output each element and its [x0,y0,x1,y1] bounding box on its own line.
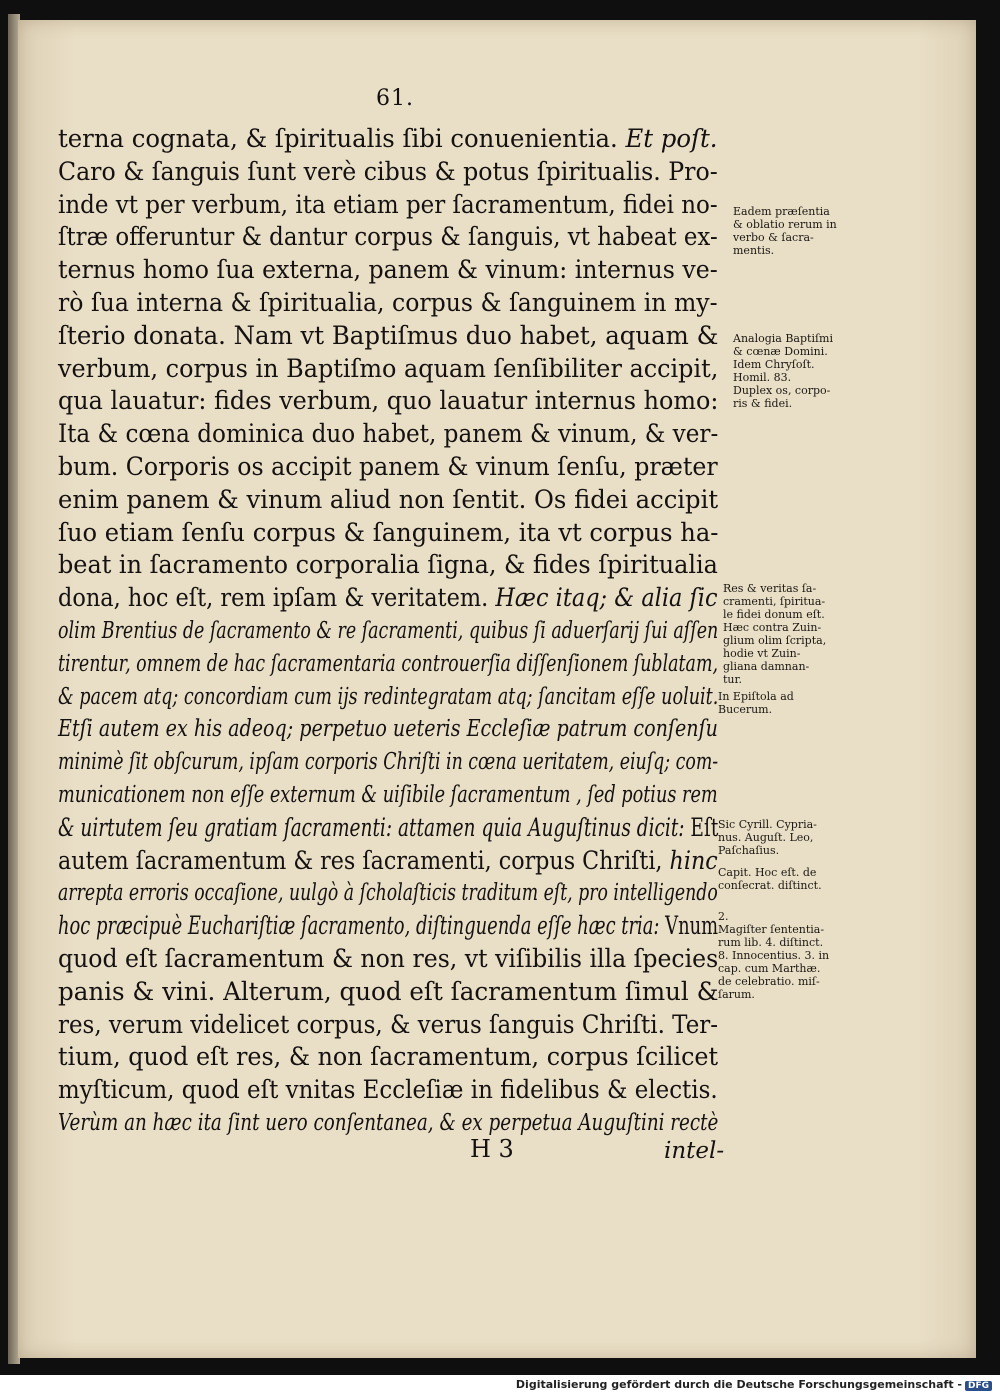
margin-note-line: 2. [718,910,729,923]
text-line [58,780,718,810]
text-line [58,1075,718,1105]
text-line [58,714,718,744]
margin-note [733,205,837,257]
margin-note-line: cap. cum Marthæ. [718,962,821,975]
text-line [58,616,718,646]
margin-note-line: ris & fidei. [733,397,793,410]
margin-note-line: de celebratio. miſ- [718,975,820,988]
text-segment: bum. Corporis os accipit panem & vinum ſenſu, præter [58,452,718,481]
text-segment: Ita & cœna dominica duo habet, panem & vinum, & ver- [58,419,719,449]
text-segment: arrepta erroris occaſione, uulgò à ſcholaſticis traditum eſt, pro intelligendo [58,880,718,907]
margin-note-line: Hæc contra Zuin- [723,621,822,634]
text-segment: panis & vini. Alterum, quod eſt ſacramentum ſimul & [58,976,719,1006]
text-line [58,419,718,449]
text-segment: ſterio donata. Nam vt Baptiſmus duo habet, aquam & [58,320,719,350]
margin-note-line: Eadem præſentia [733,205,830,218]
text-line [58,288,718,318]
margin-note-line: Bucerum. [718,703,773,716]
text-line [58,649,718,679]
margin-note-line: Analogia Baptiſmi [733,332,833,345]
text-line [58,846,718,876]
margin-note-line: tur. [723,673,743,686]
text-segment: ſtræ offeruntur & dantur corpus & ſanguis, vt habeat ex- [58,222,718,252]
text-line [58,124,718,154]
text-segment: hinc [669,845,718,875]
text-segment: qua lauatur: fides verbum, quo lauatur internus homo: [58,386,719,416]
margin-note [718,910,829,1001]
footer-text: Digitalisierung gefördert durch die Deutsche Forschungsgemeinschaft - [515,1378,962,1391]
text-segment: terna cognata, & ſpiritualis ſibi conuenientia. [58,124,626,153]
text-segment: municationem non eſſe externum & uiſibile ſacramentum , ſed potius rem [58,782,718,808]
text-segment: Verùm an hæc ita ſint uero conſentanea, & ex perpetua Auguſtini rectè [58,1110,719,1136]
text-segment: Etſi autem ex his adeoq; perpetuo ueteris Eccleſiæ patrum conſenſu [58,716,718,743]
text-segment: Vnum [665,911,719,941]
text-segment: olim Brentius de ſacramento & re ſacramenti, quibus ſi aduerſarij ſui aſſen [58,618,719,644]
text-line [58,682,718,712]
text-line [58,1108,718,1138]
text-segment: hoc præcipuè Euchariſtiæ ſacramento, diſtinguenda eſſe hæc tria: [58,911,666,941]
text-segment: & uirtutem ſeu gratiam ſacramenti: attamen quia Auguſtinus dicit: [58,812,691,842]
margin-note-line: Magiſter ſententia- [718,923,825,936]
text-line [58,190,718,220]
margin-note [718,866,822,892]
margin-note-line: 8. Innocentius. 3. in [718,949,830,962]
text-line [58,222,718,252]
text-line [58,485,718,515]
margin-note-line: Paſchaſius. [718,844,780,857]
text-segment: ſuo etiam ſenſu corpus & ſanguinem, ita vt corpus ha- [58,517,719,547]
text-segment: beat in ſacramento corporalia ſigna, & fides ſpiritualia [58,550,718,580]
text-segment: verbum, corpus in Baptiſmo aquam ſenſibiliter accipit, [58,353,719,383]
margin-note-line: Duplex os, corpo- [733,384,831,397]
margin-note-line: nus. Auguſt. Leo, [718,831,814,844]
text-line [58,518,718,548]
text-segment: tium, quod eſt res, & non ſacramentum, corpus ſcilicet [58,1042,719,1072]
text-line [58,583,718,613]
margin-note-line: le fidei donum eſt. [723,608,825,621]
margin-note [718,690,794,716]
margin-note [723,582,826,686]
text-line [58,911,718,941]
text-segment: Eſt [690,812,719,842]
margin-note-line: Idem Chryſoſt. [733,358,815,371]
text-segment: enim panem & vinum aliud non ſentit. Os fidei accipit [58,484,719,514]
text-segment: myſticum, quod eſt vnitas Eccleſiæ in fidelibus & electis. [58,1075,718,1105]
margin-note-line: mentis. [733,244,775,257]
text-segment: tirentur, omnem de hac ſacramentaria controuerſia diſſenſionem ſublatam, [58,650,719,677]
margin-note-line: & oblatio rerum in [733,218,837,231]
text-line [58,1042,718,1072]
page-number: 61. [376,86,414,111]
text-line [58,386,718,416]
margin-note-line: rum lib. 4. diſtinct. [718,936,824,949]
margin-note [733,332,833,410]
margin-note-line: gliana damnan- [723,660,810,673]
text-segment: Et poſt. [625,124,718,153]
text-line [58,878,718,908]
text-segment: inde vt per verbum, ita etiam per ſacramentum, fidei no- [58,189,718,219]
text-line [58,157,718,187]
margin-note-line: Res & veritas ſa- [723,582,817,595]
text-segment: & pacem atq; concordiam cum ijs redintegratam atq; ſancitam eſſe uoluit. [58,683,719,710]
text-line [58,550,718,580]
text-line [58,321,718,351]
text-line [58,747,718,777]
text-line [58,813,718,843]
margin-note-line: ſarum. [718,988,755,1001]
text-line [58,944,718,974]
text-line [58,977,718,1007]
margin-note-line: hodie vt Zuin- [723,647,801,660]
margin-note-line: In Epiſtola ad [718,690,794,703]
text-segment: rò ſua interna & ſpiritualia, corpus & ſanguinem in my- [58,288,718,317]
margin-note-line: conſecrat. diſtinct. [718,879,822,892]
margin-note-line: & cœnæ Domini. [733,345,828,358]
signature-mark: H 3 [470,1135,514,1163]
dfg-logo: DFG [965,1381,992,1391]
catchword: intel- [664,1138,725,1164]
margin-note-line: Homil. 83. [733,371,792,384]
margin-note-line: glium olim ſcripta, [723,634,827,647]
text-segment: quod eſt ſacramentum & non res, vt viſibilis illa ſpecies [58,944,719,973]
text-segment: dona, hoc eſt, rem ipſam & veritatem. [58,583,496,613]
margin-note-line: Capit. Hoc eſt. de [718,866,817,879]
text-segment: minimè ſit obſcurum, ipſam corporis Chriſti in cœna ueritatem, eiuſq; com- [58,749,719,776]
text-line [58,1010,718,1040]
text-line [58,354,718,384]
text-line [58,452,718,482]
margin-note-line: Sic Cyrill. Cypria- [718,818,817,831]
footer-credit [516,1378,992,1391]
text-segment: Caro & ſanguis ſunt verè cibus & potus ſpiritualis. Pro- [58,156,718,186]
text-segment: ternus homo ſua externa, panem & vinum: internus ve- [58,255,718,285]
text-segment: res, verum videlicet corpus, & verus ſanguis Chriſti. Ter- [58,1009,718,1039]
text-line [58,255,718,285]
margin-note-line: cramenti, ſpiritua- [723,595,826,608]
margin-note [718,818,817,857]
text-segment: autem ſacramentum & res ſacramenti, corpus Chriſti, [58,845,670,875]
text-segment: Hæc itaq; & alia ſic [495,583,718,613]
margin-note-line: verbo & ſacra- [733,231,814,244]
